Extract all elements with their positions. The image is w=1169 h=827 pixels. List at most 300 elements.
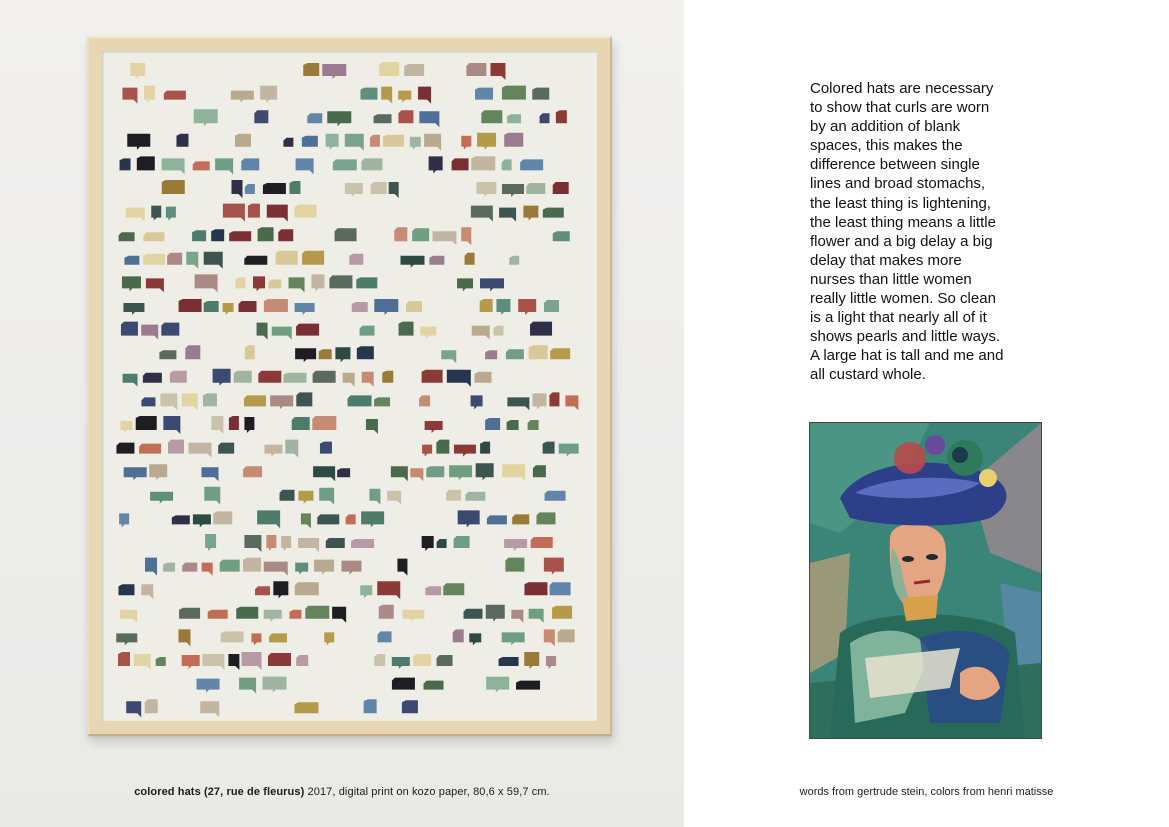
- hat-glyph: [471, 156, 495, 170]
- hat-glyph: [161, 323, 179, 336]
- hat-glyph: [270, 395, 293, 409]
- poem-line: Colored hats are necessary: [810, 80, 994, 97]
- hat-glyph: [126, 208, 145, 222]
- hat-glyph: [120, 610, 137, 623]
- hat-glyph: [356, 277, 377, 288]
- hat-glyph: [528, 420, 539, 430]
- hat-glyph: [296, 655, 308, 666]
- hat-glyph: [383, 135, 404, 147]
- hat-glyph: [295, 563, 308, 575]
- poem-line: the least thing means a little: [810, 213, 996, 231]
- hat-glyph: [357, 346, 374, 359]
- hat-glyph: [366, 419, 378, 434]
- hat-glyph: [283, 373, 306, 383]
- hat-mosaic: [102, 51, 597, 721]
- hat-glyph: [449, 465, 472, 480]
- hat-glyph: [520, 159, 543, 170]
- hat-glyph: [543, 208, 564, 218]
- hat-glyph: [504, 539, 527, 551]
- hat-glyph: [186, 252, 198, 269]
- hat-glyph: [419, 111, 439, 127]
- artwork-caption: [0, 786, 684, 798]
- hat-glyph: [345, 134, 364, 151]
- hat-glyph: [418, 87, 431, 104]
- hat-glyph: [410, 137, 421, 150]
- right-eye: [926, 554, 938, 560]
- hat-glyph: [447, 370, 471, 387]
- hat-glyph: [480, 278, 504, 291]
- hat-glyph: [502, 159, 512, 170]
- hat-glyph: [532, 88, 549, 100]
- hat-glyph: [476, 182, 496, 197]
- hat-glyph: [144, 86, 155, 103]
- hat-glyph: [524, 582, 547, 595]
- hat-glyph: [194, 109, 218, 126]
- hat-glyph: [146, 278, 164, 292]
- hat-glyph: [441, 350, 456, 363]
- hat-glyph: [116, 633, 137, 645]
- hat-glyph: [267, 205, 288, 222]
- hat-glyph: [289, 277, 305, 292]
- hat-glyph: [239, 301, 257, 312]
- hat-glyph: [228, 654, 239, 670]
- hat-glyph: [141, 325, 158, 340]
- hat-glyph: [452, 158, 469, 170]
- hat-glyph: [295, 303, 315, 315]
- hat-glyph: [211, 416, 223, 434]
- hat-glyph: [145, 558, 157, 576]
- hat-glyph: [422, 536, 434, 551]
- hat-glyph: [254, 110, 268, 123]
- hat-glyph: [402, 700, 418, 713]
- hat-glyph: [245, 184, 255, 194]
- hat-glyph: [211, 229, 224, 241]
- hat-glyph: [346, 514, 356, 524]
- hat-glyph: [502, 464, 525, 481]
- hat-glyph: [550, 582, 571, 595]
- hat-glyph: [499, 657, 519, 666]
- hat-glyph: [352, 302, 368, 312]
- hat-glyph: [134, 654, 151, 670]
- hat-glyph: [136, 416, 157, 430]
- hat-glyph: [533, 465, 546, 477]
- hat-glyph: [550, 348, 570, 359]
- hat-glyph: [480, 299, 493, 312]
- hat-glyph: [205, 534, 216, 551]
- hat-glyph: [229, 231, 251, 241]
- hat-glyph: [231, 91, 254, 103]
- hat-glyph: [397, 559, 407, 576]
- hat-glyph: [118, 652, 130, 666]
- hat-glyph: [361, 511, 384, 527]
- hat-glyph: [149, 464, 167, 480]
- poem-line: really little women. So clean: [810, 290, 996, 308]
- hat-glyph: [234, 371, 252, 383]
- hat-glyph: [272, 327, 292, 340]
- hat-glyph: [179, 608, 200, 619]
- hat-glyph: [130, 63, 145, 79]
- hat-glyph: [504, 133, 523, 147]
- caption-details: 2017, digital print on kozo paper, 80,6 x 59,7 cm.: [304, 786, 550, 798]
- hat-glyph: [143, 254, 165, 265]
- hat-glyph: [301, 513, 311, 528]
- hat-glyph: [298, 538, 319, 552]
- hat-glyph: [443, 583, 464, 595]
- hat-glyph: [558, 629, 575, 642]
- hat-glyph: [236, 607, 258, 619]
- hat-glyph: [322, 64, 346, 79]
- hat-glyph: [485, 418, 500, 430]
- picture-frame: [87, 36, 612, 736]
- hat-glyph: [302, 136, 318, 147]
- hat-glyph: [530, 322, 552, 336]
- poem-text: [810, 79, 1060, 385]
- hat-glyph: [471, 206, 493, 222]
- hat-glyph: [360, 88, 377, 100]
- hat-glyph: [141, 584, 153, 599]
- hat-glyph: [327, 111, 351, 126]
- hat-glyph: [345, 183, 363, 197]
- artwork-colored-hats: [102, 51, 597, 721]
- hat-glyph: [182, 393, 198, 410]
- hat-glyph: [202, 467, 219, 481]
- hat-glyph: [296, 158, 314, 174]
- hat-glyph: [446, 490, 461, 501]
- hat-glyph: [195, 274, 218, 292]
- hat-glyph: [401, 256, 425, 268]
- hat-glyph: [364, 699, 377, 713]
- hat-glyph: [159, 350, 176, 359]
- hat-glyph: [179, 299, 202, 312]
- hat-glyph: [429, 256, 444, 265]
- hat-glyph: [565, 395, 578, 410]
- hat-glyph: [475, 372, 492, 383]
- poem-line: A large hat is tall and me and: [810, 347, 1004, 365]
- hat-glyph: [540, 113, 550, 123]
- hat-glyph: [283, 138, 293, 147]
- hat-glyph: [487, 515, 507, 524]
- hat-glyph: [432, 231, 456, 245]
- hat-glyph: [481, 110, 502, 123]
- hat-glyph: [461, 136, 471, 150]
- hat-glyph: [307, 113, 322, 123]
- hat-glyph: [244, 417, 254, 433]
- hat-glyph: [406, 301, 422, 312]
- hat-glyph: [531, 537, 553, 548]
- poem-line: nurses than little women: [810, 270, 972, 288]
- hat-glyph: [360, 326, 375, 336]
- hat-glyph: [381, 87, 392, 104]
- hat-glyph: [118, 584, 134, 595]
- hat-glyph: [335, 347, 350, 362]
- hat-glyph: [507, 420, 519, 430]
- hat-glyph: [545, 491, 566, 501]
- hat-glyph: [461, 227, 471, 245]
- hat-glyph: [120, 421, 132, 433]
- hat-glyph: [543, 442, 555, 454]
- hat-glyph: [303, 63, 319, 76]
- poem-line: difference between single: [810, 156, 980, 174]
- hat-glyph: [167, 253, 182, 265]
- hat-glyph: [253, 276, 265, 291]
- hat-glyph: [126, 701, 141, 717]
- hat-glyph: [465, 253, 475, 265]
- poem-line: is a light that nearly all of it: [810, 309, 987, 327]
- hat-glyph: [457, 278, 473, 291]
- hat-glyph: [374, 114, 392, 123]
- hat-glyph: [437, 539, 447, 548]
- hat-glyph: [151, 206, 161, 221]
- hat-glyph: [332, 607, 346, 623]
- hat-glyph: [424, 681, 444, 690]
- hat-glyph: [188, 443, 211, 458]
- hat-glyph: [335, 228, 357, 241]
- hat-glyph: [223, 204, 245, 222]
- hat-glyph: [424, 134, 441, 151]
- hat-glyph: [454, 536, 470, 548]
- hat-glyph: [192, 230, 206, 241]
- hat-glyph: [369, 489, 380, 505]
- hat-glyph: [378, 631, 392, 642]
- hat-glyph: [168, 440, 184, 454]
- hat-glyph: [320, 442, 332, 454]
- hat-glyph: [471, 395, 483, 409]
- hat-glyph: [466, 63, 486, 76]
- hat-glyph: [426, 466, 444, 477]
- hat-glyph: [419, 395, 430, 406]
- hat-glyph: [123, 303, 144, 315]
- hat-glyph: [243, 558, 261, 572]
- hat-glyph: [160, 393, 177, 410]
- hat-glyph: [377, 581, 400, 599]
- hat-glyph: [518, 299, 536, 315]
- hat-glyph: [260, 86, 277, 103]
- hat-glyph: [313, 466, 335, 481]
- hat-glyph: [529, 609, 544, 623]
- hat-glyph: [123, 374, 138, 387]
- hat-glyph: [231, 180, 242, 198]
- hat-glyph: [360, 585, 372, 598]
- hat-glyph: [502, 632, 525, 645]
- hat-glyph: [392, 678, 415, 690]
- hat-glyph: [305, 606, 329, 619]
- hat-glyph: [453, 629, 464, 642]
- hat-glyph: [278, 229, 293, 241]
- hat-glyph: [494, 326, 504, 336]
- hat-glyph: [398, 91, 411, 103]
- hat-glyph: [137, 156, 155, 170]
- hat-glyph: [387, 491, 401, 505]
- hat-glyph: [255, 586, 270, 595]
- hat-glyph: [486, 677, 509, 693]
- hat-glyph: [242, 652, 262, 670]
- hat-glyph: [512, 514, 529, 524]
- hat-glyph: [176, 134, 188, 147]
- hat-glyph: [486, 605, 505, 622]
- hat-glyph: [204, 487, 220, 505]
- hat-glyph: [544, 558, 564, 575]
- hat-glyph: [317, 514, 339, 524]
- hat-glyph: [319, 349, 332, 359]
- hat-glyph: [379, 62, 399, 76]
- hat-glyph: [220, 560, 240, 572]
- hat-glyph: [337, 468, 350, 477]
- hat-glyph: [245, 345, 255, 359]
- hat-glyph: [127, 134, 150, 150]
- hat-glyph: [559, 444, 579, 457]
- hat-glyph: [280, 490, 295, 501]
- hat-glyph: [556, 110, 567, 123]
- hat-glyph: [235, 134, 251, 147]
- hat-glyph: [202, 563, 213, 576]
- hat-glyph: [524, 652, 539, 669]
- hat-glyph: [465, 492, 485, 501]
- hat-glyph: [122, 88, 137, 104]
- hat-glyph: [506, 349, 524, 359]
- hat-glyph: [389, 182, 399, 198]
- hat-glyph: [379, 605, 394, 619]
- hat-glyph: [182, 655, 200, 669]
- poem-line: the least thing is lightening,: [810, 194, 991, 212]
- hat-glyph: [523, 206, 538, 221]
- hat-glyph: [124, 256, 139, 265]
- hat-glyph: [244, 535, 261, 552]
- hat-glyph: [422, 445, 432, 457]
- hat-glyph: [276, 251, 298, 265]
- hat-glyph: [311, 274, 324, 291]
- poem-line: spaces, this makes the: [810, 137, 963, 155]
- hat-glyph: [480, 442, 490, 454]
- poem-line: flower and a big delay a big: [810, 232, 993, 250]
- hat-glyph: [437, 655, 453, 666]
- hat-glyph: [505, 558, 524, 572]
- hat-glyph: [402, 610, 424, 622]
- hat-glyph: [119, 232, 135, 241]
- hat-glyph: [302, 251, 324, 265]
- hat-glyph: [143, 232, 164, 241]
- hat-glyph: [150, 492, 173, 504]
- hat-glyph: [298, 491, 313, 504]
- hat-glyph: [361, 158, 382, 170]
- hat-glyph: [546, 656, 556, 669]
- hat-glyph: [313, 371, 336, 383]
- hat-glyph: [145, 699, 158, 713]
- hat-glyph: [410, 468, 423, 481]
- hat-glyph: [294, 205, 316, 218]
- hat-glyph: [273, 581, 288, 598]
- hat-glyph: [172, 515, 190, 524]
- matisse-woman-with-a-hat-image: [809, 422, 1042, 739]
- hat-glyph: [239, 678, 256, 694]
- hat-glyph: [391, 466, 408, 481]
- hat-glyph: [264, 610, 282, 622]
- hat-glyph: [258, 227, 274, 241]
- hat-glyph: [553, 231, 570, 241]
- hat-glyph: [156, 657, 166, 666]
- poem-line: all custard whole.: [810, 366, 926, 384]
- hat-glyph: [185, 345, 200, 359]
- hat-glyph: [549, 392, 559, 406]
- painting-svg: [810, 423, 1041, 738]
- hat-glyph: [215, 158, 233, 174]
- hat-glyph: [507, 114, 521, 123]
- hat-glyph: [294, 702, 318, 713]
- hat-glyph: [420, 327, 436, 339]
- hat-glyph: [485, 350, 497, 359]
- hat-glyph: [268, 279, 281, 288]
- hat-glyph: [221, 631, 244, 642]
- hat-glyph: [374, 299, 398, 315]
- hat-glyph: [475, 88, 493, 100]
- hat-glyph: [412, 228, 429, 241]
- hat-glyph: [122, 276, 141, 291]
- hat-glyph: [425, 421, 443, 433]
- hat-glyph: [162, 158, 185, 174]
- hat-glyph: [204, 301, 219, 312]
- hat-glyph: [124, 467, 147, 480]
- hat-glyph: [218, 443, 234, 454]
- hat-glyph: [269, 633, 287, 642]
- hat-glyph: [371, 182, 387, 194]
- hat-glyph: [263, 677, 287, 693]
- hat-glyph: [143, 373, 162, 383]
- hat-glyph: [264, 562, 288, 576]
- hat-glyph: [374, 654, 385, 666]
- hat-glyph: [436, 440, 449, 454]
- hat-glyph: [392, 657, 410, 669]
- hat-glyph: [202, 654, 224, 670]
- hat-glyph: [116, 443, 134, 454]
- hat-glyph: [166, 207, 176, 221]
- hat-glyph: [536, 512, 555, 524]
- hat-glyph: [529, 345, 548, 359]
- hat-glyph: [263, 183, 286, 194]
- hat-glyph: [326, 538, 345, 548]
- hat-glyph: [348, 395, 372, 406]
- hat-glyph: [404, 64, 424, 76]
- hat-glyph: [241, 158, 259, 170]
- hat-glyph: [204, 252, 223, 269]
- hat-glyph: [163, 563, 175, 572]
- hat-glyph: [200, 701, 219, 717]
- caption-title: colored hats (27, rue de fleurus): [134, 786, 305, 798]
- hat-glyph: [370, 135, 380, 147]
- hat-glyph: [296, 392, 312, 406]
- hat-glyph: [264, 445, 282, 457]
- hat-glyph: [329, 275, 352, 288]
- hat-glyph: [251, 633, 261, 645]
- hat-glyph: [292, 417, 310, 430]
- hat-glyph: [326, 134, 339, 150]
- hat-glyph: [266, 535, 276, 551]
- hat-flower: [979, 469, 997, 487]
- hat-glyph: [295, 582, 319, 595]
- hat-glyph: [258, 371, 281, 383]
- hat-glyph: [507, 397, 529, 410]
- hat-glyph: [119, 513, 129, 527]
- hat-glyph: [458, 510, 480, 527]
- poem-line: to show that curls are worn: [810, 99, 990, 117]
- hat-glyph: [264, 299, 288, 312]
- hat-glyph: [178, 629, 190, 646]
- hat-glyph: [213, 511, 232, 524]
- hat-glyph: [398, 110, 413, 123]
- hat-glyph: [342, 561, 362, 575]
- hat-glyph: [509, 256, 519, 265]
- hat-glyph: [285, 440, 298, 458]
- hat-glyph: [170, 371, 187, 383]
- hat-glyph: [425, 586, 441, 595]
